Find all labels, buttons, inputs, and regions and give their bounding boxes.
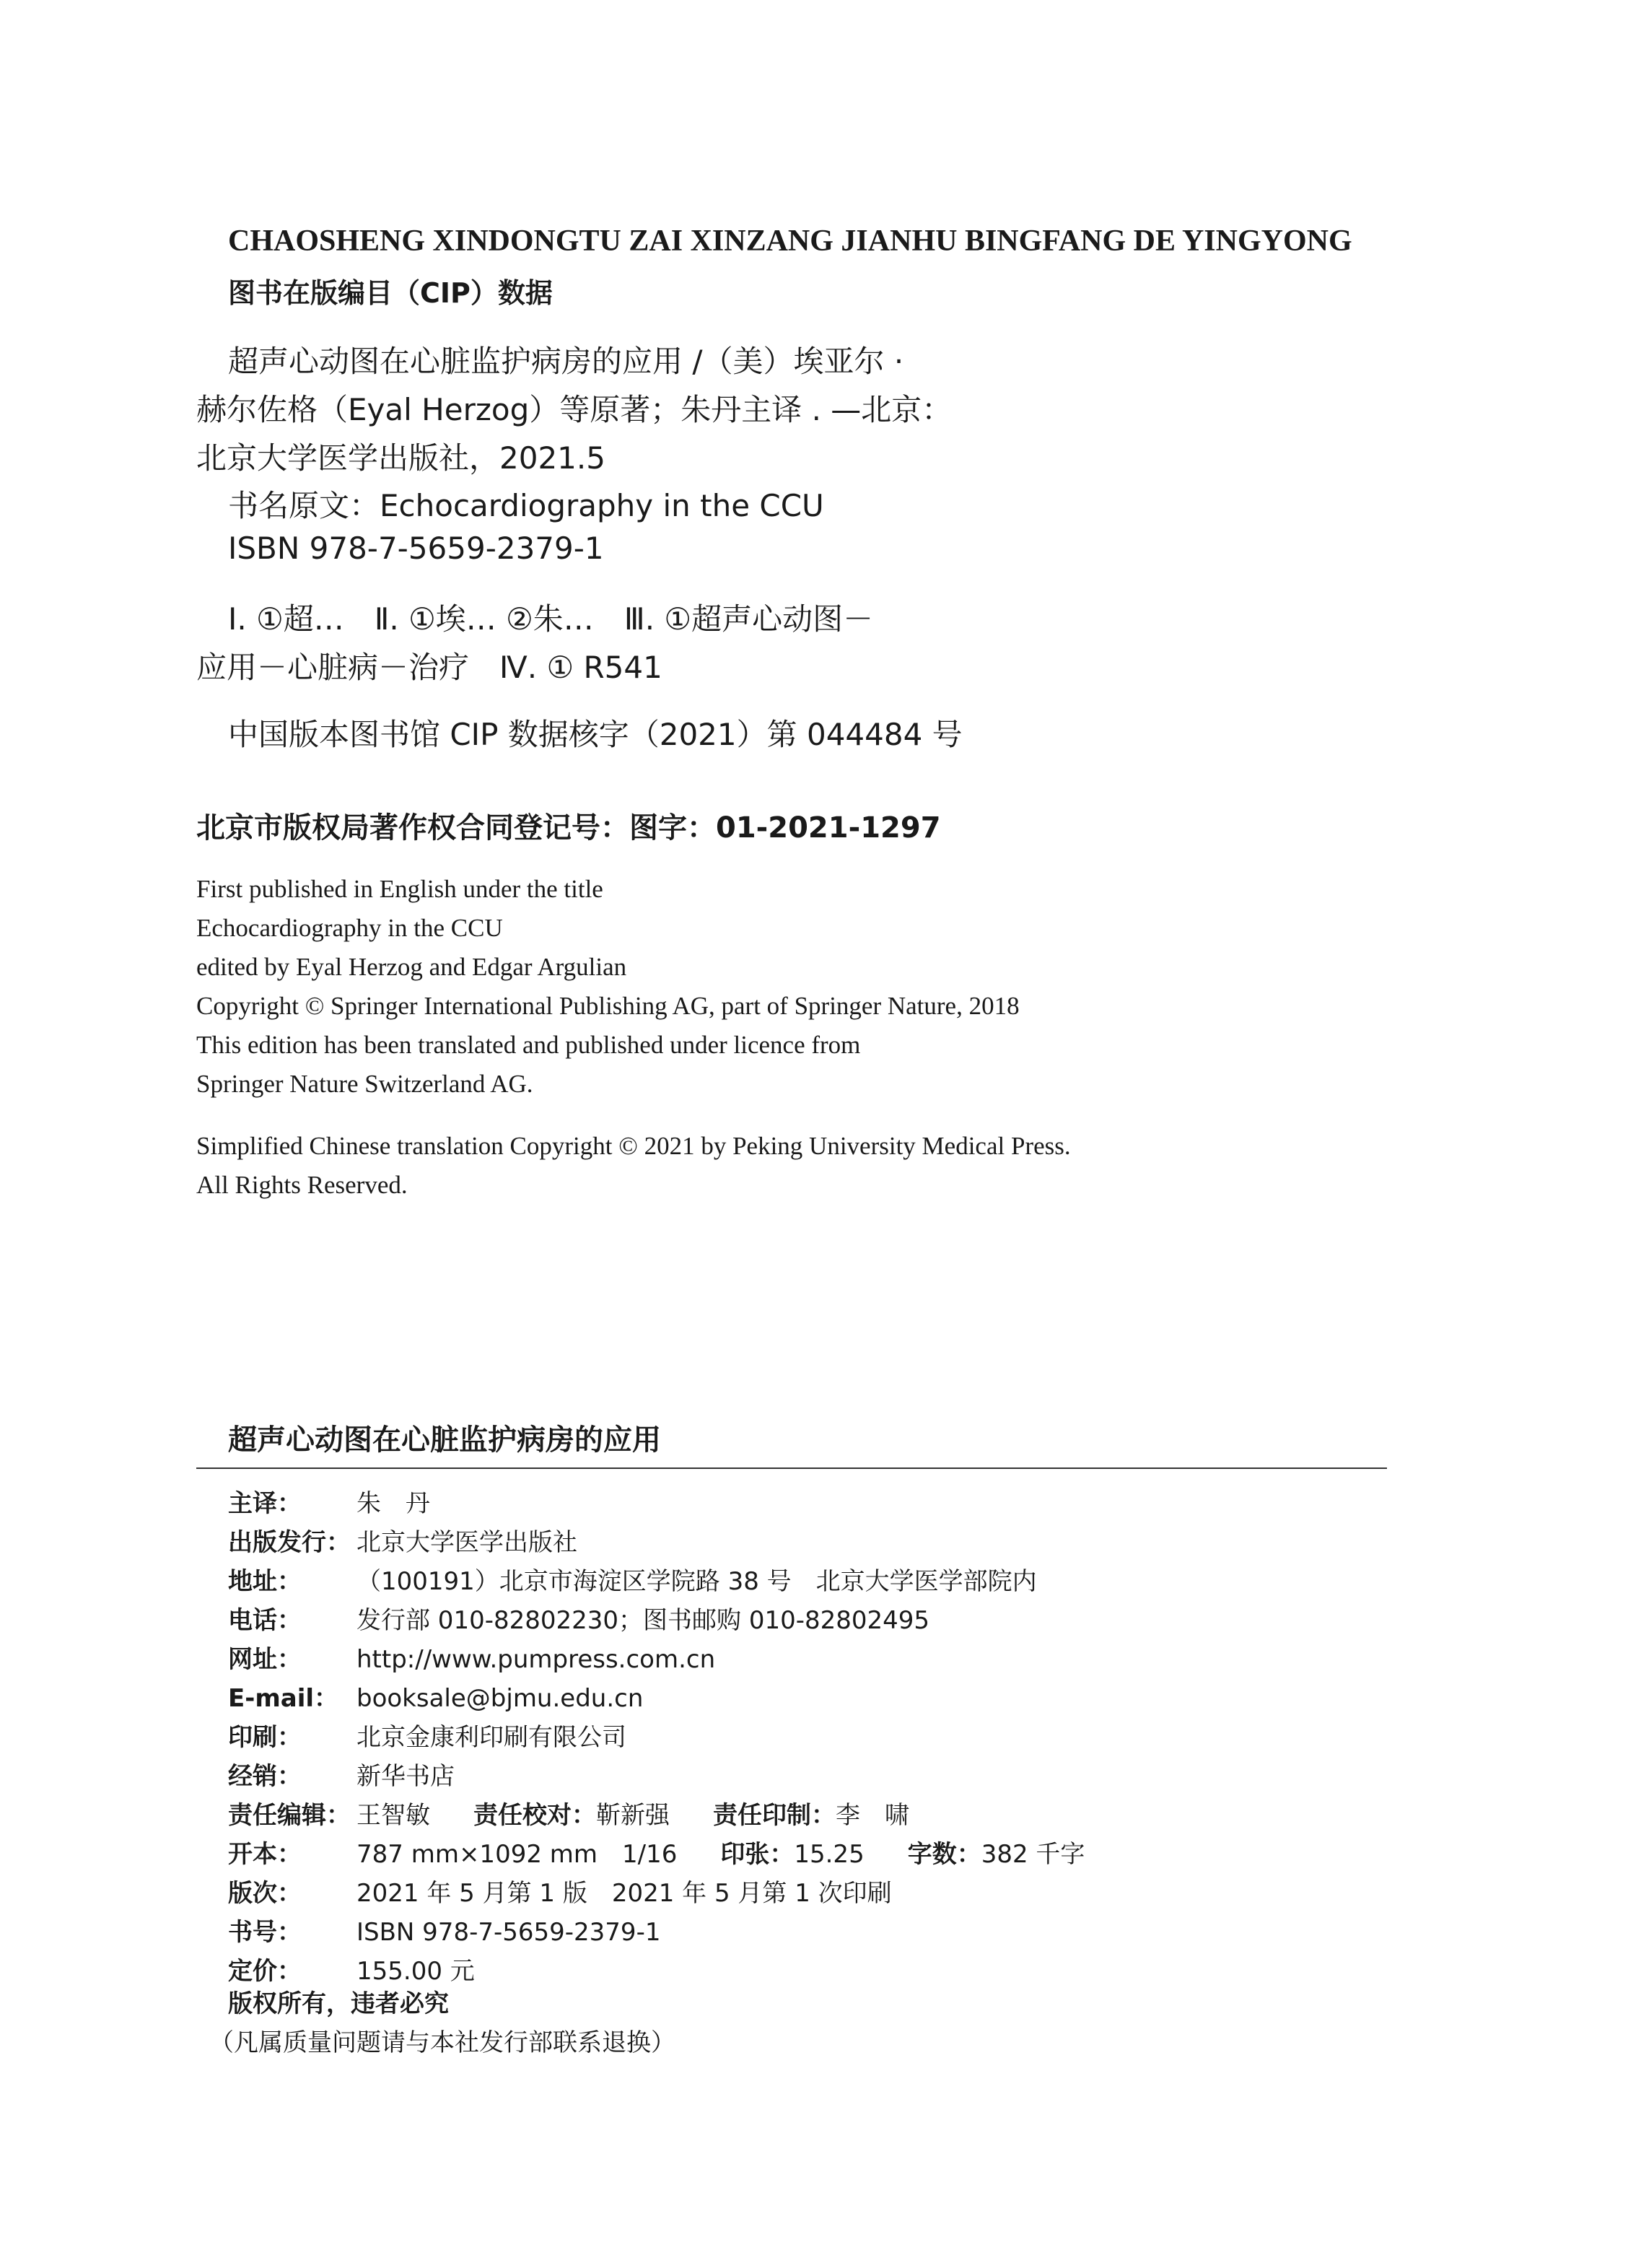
info-label: 电话：	[228, 1606, 302, 1635]
info-value: booksale@bjmu.edu.cn	[356, 1684, 644, 1713]
english-notice-line-6: Springer Nature Switzerland AG.	[196, 1070, 533, 1098]
info-value: 北京金康利印刷有限公司	[356, 1723, 626, 1752]
info-label: 责任印制：	[713, 1801, 836, 1830]
copyright-registration: 北京市版权局著作权合同登记号：图字：01-2021-1297	[196, 811, 941, 845]
info-value: http://www.pumpress.com.cn	[356, 1645, 716, 1674]
info-label: 出版发行：	[228, 1528, 351, 1557]
info-value: 15.25	[794, 1840, 865, 1869]
info-value: 王智敏	[356, 1801, 430, 1830]
info-edition	[228, 1873, 892, 1909]
info-value: 发行部 010-82802230；图书邮购 010-82802495	[356, 1606, 930, 1635]
info-format	[228, 1834, 1085, 1870]
info-label: 印张：	[720, 1840, 795, 1869]
info-label: 地址：	[228, 1567, 302, 1596]
info-value: 155.00 元	[356, 1957, 475, 1986]
info-printer	[228, 1717, 626, 1753]
book-title: 超声心动图在心脏监护病房的应用	[228, 1423, 661, 1457]
cip-heading: 图书在版编目（CIP）数据	[228, 277, 553, 309]
info-value: 靳新强	[596, 1801, 670, 1830]
return-notice: （凡属质量问题请与本社发行部联系退换）	[209, 2028, 675, 2057]
translation-notice-line-1: Simplified Chinese translation Copyright © 2021 by Peking University Medical Press.	[196, 1132, 1071, 1160]
cip-classification-1: Ⅰ. ①超… Ⅱ. ①埃… ②朱… Ⅲ. ①超声心动图－	[228, 601, 874, 637]
info-label: 书号：	[228, 1918, 302, 1947]
info-value: （100191）北京市海淀区学院路 38 号 北京大学医学部院内	[356, 1567, 1037, 1596]
english-notice-line-4: Copyright © Springer International Publishing AG, part of Springer Nature, 2018	[196, 992, 1020, 1020]
cip-line-2: 赫尔佐格（Eyal Herzog）等原著；朱丹主译 . —北京：	[196, 392, 953, 427]
info-label: 开本：	[228, 1840, 302, 1869]
info-value: 朱 丹	[356, 1489, 430, 1518]
cip-line-3: 北京大学医学出版社，2021.5	[196, 440, 605, 476]
english-notice-line-2: Echocardiography in the CCU	[196, 914, 503, 942]
info-value: 北京大学医学出版社	[356, 1528, 577, 1557]
info-isbn	[228, 1912, 660, 1948]
translation-notice-line-2: All Rights Reserved.	[196, 1171, 408, 1199]
english-notice-line-1: First published in English under the title	[196, 875, 603, 903]
info-label: 责任校对：	[473, 1801, 596, 1830]
info-label: 责任编辑：	[228, 1801, 351, 1830]
info-value: 787 mm×1092 mm 1/16	[356, 1840, 678, 1869]
info-email	[228, 1678, 643, 1714]
info-responsibility	[228, 1795, 909, 1831]
info-label: 字数：	[907, 1840, 981, 1869]
cip-line-1: 超声心动图在心脏监护病房的应用 /（美）埃亚尔 ·	[228, 344, 904, 379]
info-price	[228, 1951, 475, 1986]
info-distributor	[228, 1756, 455, 1792]
info-label: 版次：	[228, 1879, 302, 1908]
info-publisher	[228, 1522, 577, 1558]
info-address	[228, 1561, 1037, 1597]
info-label: 主译：	[228, 1489, 302, 1518]
info-label: 定价：	[228, 1957, 302, 1986]
cip-record: 中国版本图书馆 CIP 数据核字（2021）第 044484 号	[228, 717, 963, 752]
cip-classification-2: 应用－心脏病－治疗 Ⅳ. ① R541	[196, 650, 662, 685]
info-value: 李 啸	[836, 1801, 909, 1830]
info-phone	[228, 1600, 929, 1636]
cip-isbn: ISBN 978-7-5659-2379-1	[228, 531, 604, 566]
english-notice-line-5: This edition has been translated and published under licence from	[196, 1031, 861, 1059]
info-translator	[228, 1483, 430, 1519]
info-website	[228, 1639, 715, 1675]
cip-line-4: 书名原文：Echocardiography in the CCU	[228, 488, 824, 523]
info-label: 网址：	[228, 1645, 302, 1674]
rights-notice: 版权所有，违者必究	[228, 1989, 449, 2018]
info-value: 新华书店	[356, 1762, 455, 1791]
info-label: E-mail：	[228, 1684, 339, 1713]
info-value: 2021 年 5 月第 1 版 2021 年 5 月第 1 次印刷	[356, 1879, 892, 1908]
info-label: 经销：	[228, 1762, 302, 1791]
info-label: 印刷：	[228, 1723, 302, 1752]
divider	[196, 1467, 1387, 1469]
english-notice-line-3: edited by Eyal Herzog and Edgar Argulian	[196, 953, 627, 981]
pinyin-title: CHAOSHENG XINDONGTU ZAI XINZANG JIANHU BINGFANG DE YINGYONG	[228, 224, 1352, 258]
info-value: ISBN 978-7-5659-2379-1	[356, 1918, 661, 1947]
info-value: 382 千字	[981, 1840, 1085, 1869]
